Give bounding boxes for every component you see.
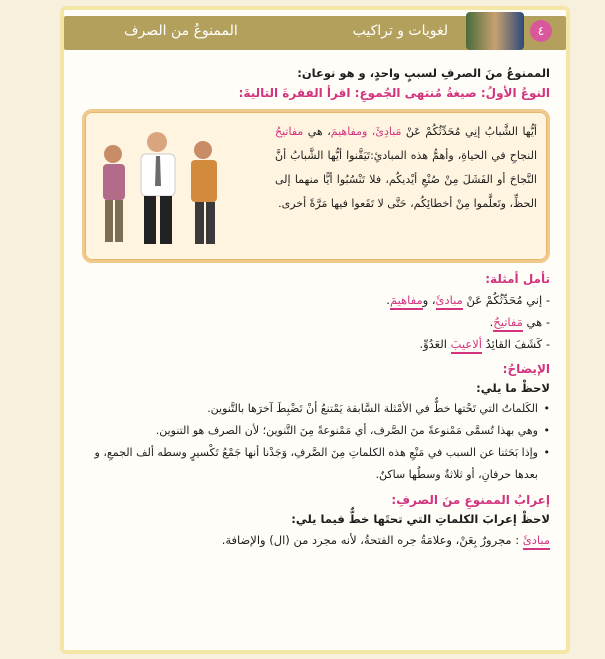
example-1-text-b: ، و	[422, 293, 436, 307]
example-1	[82, 289, 550, 311]
explanation-bullet-1: • الكَلماتُ التي تَحْتها خطٌّ في الأمْثلة السَّابقة يَمْتنعُ أنْ تَضْبِطَ آخرَها بالتَّنوين.	[82, 398, 550, 420]
reading-word-mafahim: مفاهيمَ	[330, 125, 363, 138]
example-2-text-b: .	[489, 315, 494, 329]
page-frame	[60, 6, 570, 654]
header-bar	[64, 16, 566, 50]
section-title: لغويات و تراكيب	[352, 23, 448, 39]
parsing-text: : مجرورٌ بِعَنْ، وعلامَةُ جره الفتحةُ، لأنه مجرد من (ال) والإضافة.	[221, 533, 520, 547]
page-number: ٤	[530, 20, 552, 42]
explanation-note: لاحظْ ما يلي:	[476, 381, 550, 395]
reading-part-2: ، و	[362, 125, 376, 138]
parsing-word: مبادئَ	[523, 533, 550, 550]
intro-text: الممنوعُ منَ الصرفِ لسببٍ واحدٍ، و هو نوعان:	[297, 66, 550, 80]
example-1-text-a: - إني مُحَدِّثُكُمْ عَنْ	[466, 293, 550, 307]
explanation-bullet-2: • وهي بهذا تُسمَّى مَمْنوعةً منَ الصَّرف، أي مَمْنوعةً مِنَ التَّنوين؛ لأن الصرف هو التنوين.	[82, 420, 550, 442]
reading-paragraph	[275, 120, 537, 216]
example-3-word: ألاعيبَ	[451, 337, 482, 354]
people-illustration	[95, 120, 235, 252]
explanation-bullet-3: • وإذا بَحَثنا عن السبب في مَنْعِ هذه الكلماتِ مِنَ الصَّرفِ، وَجَدْنا أنها جَمْعُ تَكْسيرٍ وسطه ألف الجمعِ، و بعدها حرفانِ، أو ثلاثةٌ وسطُها ساكنٌ.	[82, 442, 550, 486]
example-1-text-c: .	[386, 293, 390, 307]
parsing-line	[82, 529, 550, 551]
example-3-text-b: العَدُوِّ.	[419, 337, 447, 351]
topic-title: الممنوعُ من الصرف	[124, 23, 238, 39]
example-1-word-2: مفاهيمَ	[390, 293, 423, 310]
content	[82, 64, 550, 551]
example-3	[82, 333, 550, 355]
example-3-text-a: - كَشَفَ القائِدُ	[485, 337, 550, 351]
reading-box	[82, 109, 550, 263]
example-2	[82, 311, 550, 333]
reading-word-mafatih: مفاتيحُ	[275, 125, 304, 138]
example-2-word: مَفاتيحُ	[493, 315, 523, 332]
example-2-text-a: - هي	[526, 315, 550, 329]
examples-heading: تأمل أمثلة:	[485, 272, 550, 286]
parsing-note: لاحظْ إعرابَ الكلماتِ التي تحتَها خطٌّ فيما يلي:	[291, 512, 550, 526]
parsing-heading: إعرابُ الممنوعِ منَ الصرفِ:	[391, 493, 550, 507]
type1-heading: النوعُ الأولُ: صيغةُ مُنتهى الجُموعِ: اقرأ الفقرةَ التاليةَ:	[238, 86, 550, 100]
reading-word-mabadi: مَبادِئَ	[375, 125, 402, 138]
header-students-photo	[466, 12, 524, 50]
reading-part-1: أيُّها الشَّبابُ إنِي مُحَدِّثُكُمْ عَنْ	[405, 125, 537, 138]
example-1-word-1: مبادئَ	[436, 293, 463, 310]
reading-part-3: ، هي	[307, 125, 331, 138]
reading-part-4: النجاحِ في الحياةِ، وأهمُّ هذه المبادئِ:تَيَقَّنوا أيُّها الشَّبابُ أنَّ النَّجاحَ أو الفَشَلَ مِنْ صُنْعِ أيْديكُم، فلا تَنْسُبُوا أيًّا منهما إلى الحظِّ، وتَعلَّموا مِنْ أخطائِكُم، حَتَّى لا تَقَعوا فيها مَرَّةً أخرى.	[275, 149, 537, 210]
explanation-heading: الإيضاحُ:	[502, 362, 550, 376]
